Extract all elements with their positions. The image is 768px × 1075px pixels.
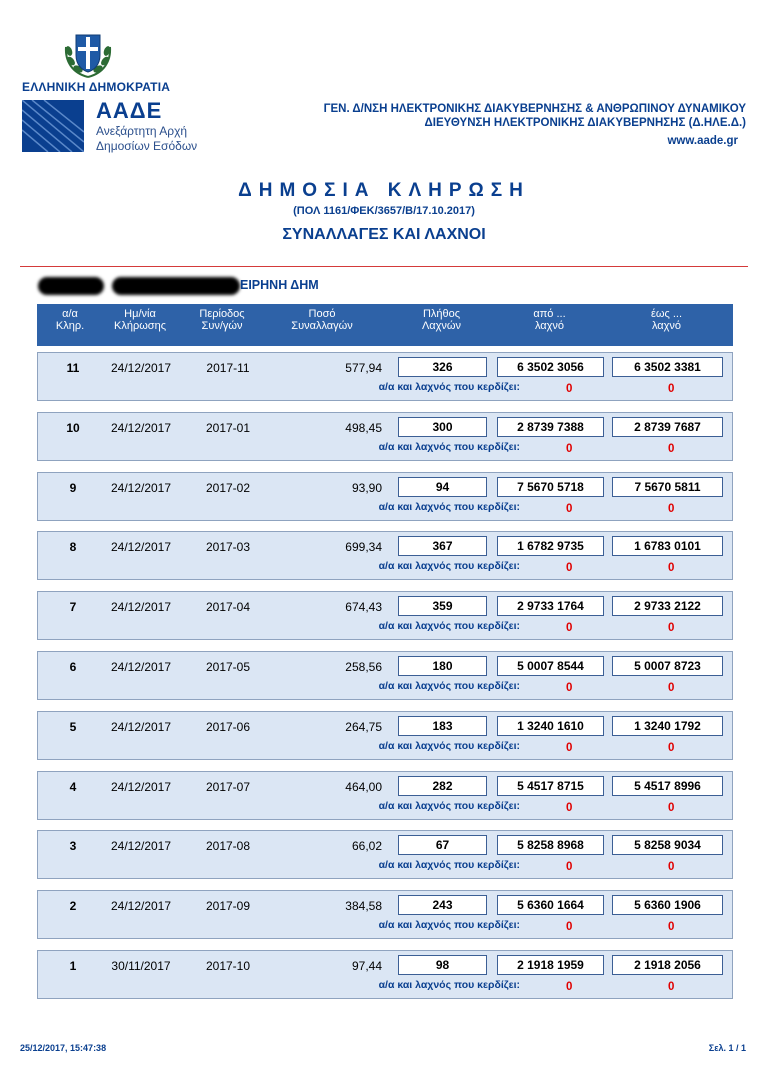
- ticket-to: 2 1918 2056: [612, 955, 723, 975]
- header-period: Περίοδος Συν/γών: [199, 308, 245, 332]
- transaction-amount: 66,02: [351, 839, 382, 853]
- draw-index: 3: [69, 839, 77, 853]
- transaction-amount: 498,45: [345, 421, 382, 435]
- winner-label: α/α και λαχνός που κερδίζει:: [378, 979, 520, 991]
- table-row: [37, 711, 733, 760]
- ticket-count: 243: [398, 895, 487, 915]
- transaction-period: 2017-07: [205, 780, 251, 794]
- ticket-to: 5 0007 8723: [612, 656, 723, 676]
- transaction-period: 2017-05: [205, 660, 251, 674]
- winning-index: 0: [566, 383, 573, 395]
- draw-date: 24/12/2017: [110, 899, 172, 913]
- greek-emblem-icon: [60, 25, 116, 81]
- winner-label: α/α και λαχνός που κερδίζει:: [378, 740, 520, 752]
- ticket-count: 98: [398, 955, 487, 975]
- table-row: [37, 472, 733, 521]
- header-index: α/α Κληρ.: [55, 308, 85, 332]
- table-row: [37, 830, 733, 879]
- ticket-count: 180: [398, 656, 487, 676]
- winner-label: α/α και λαχνός που κερδίζει:: [378, 859, 520, 871]
- participant-name: ΕΙΡΗΝΗ ΔΗΜ: [240, 278, 319, 292]
- print-timestamp: 25/12/2017, 15:47:38: [20, 1043, 107, 1053]
- winning-index: 0: [566, 802, 573, 814]
- aade-subtitle-line1: Ανεξάρτητη Αρχή: [96, 124, 188, 138]
- draw-date: 30/11/2017: [111, 959, 171, 973]
- winning-index: 0: [566, 981, 573, 993]
- transaction-period: 2017-10: [205, 959, 251, 973]
- ticket-from: 5 6360 1664: [497, 895, 604, 915]
- ticket-from: 2 8739 7388: [497, 417, 604, 437]
- winning-index: 0: [566, 503, 573, 515]
- winner-label: α/α και λαχνός που κερδίζει:: [378, 560, 520, 572]
- transaction-period: 2017-01: [205, 421, 251, 435]
- ticket-from: 1 6782 9735: [497, 536, 604, 556]
- draw-index: 10: [66, 421, 80, 435]
- winning-ticket: 0: [668, 742, 675, 754]
- ticket-from: 2 1918 1959: [497, 955, 604, 975]
- transaction-amount: 699,34: [345, 540, 382, 554]
- ticket-count: 282: [398, 776, 487, 796]
- draw-date: 24/12/2017: [110, 421, 172, 435]
- table-row: [37, 651, 733, 700]
- table-row: [37, 531, 733, 580]
- aade-logo-icon: [22, 100, 84, 152]
- ticket-count: 67: [398, 835, 487, 855]
- winning-index: 0: [566, 622, 573, 634]
- ticket-from: 7 5670 5718: [497, 477, 604, 497]
- ticket-from: 2 9733 1764: [497, 596, 604, 616]
- winning-ticket: 0: [668, 562, 675, 574]
- winning-ticket: 0: [668, 981, 675, 993]
- winner-label: α/α και λαχνός που κερδίζει:: [378, 441, 520, 453]
- transaction-amount: 258,56: [345, 660, 382, 674]
- draw-date: 24/12/2017: [110, 780, 172, 794]
- draw-index: 4: [69, 780, 77, 794]
- redacted-id: [38, 277, 104, 295]
- winning-index: 0: [566, 861, 573, 873]
- ticket-count: 326: [398, 357, 487, 377]
- header-amount: Ποσό Συναλλαγών: [291, 308, 353, 332]
- draw-index: 9: [69, 481, 77, 495]
- draw-index: 8: [69, 540, 77, 554]
- winning-ticket: 0: [668, 443, 675, 455]
- winning-ticket: 0: [668, 921, 675, 933]
- ticket-from: 1 3240 1610: [497, 716, 604, 736]
- transaction-period: 2017-11: [206, 361, 250, 375]
- ticket-to: 7 5670 5811: [612, 477, 723, 497]
- winning-ticket: 0: [668, 802, 675, 814]
- ticket-count: 94: [398, 477, 487, 497]
- draw-date: 24/12/2017: [110, 660, 172, 674]
- transaction-period: 2017-09: [205, 899, 251, 913]
- transaction-period: 2017-02: [205, 481, 251, 495]
- winning-ticket: 0: [668, 503, 675, 515]
- winning-index: 0: [566, 682, 573, 694]
- ticket-to: 2 9733 2122: [612, 596, 723, 616]
- aade-logo: [22, 98, 212, 156]
- winning-ticket: 0: [668, 682, 675, 694]
- draw-date: 24/12/2017: [110, 600, 172, 614]
- winning-index: 0: [566, 742, 573, 754]
- winning-index: 0: [566, 443, 573, 455]
- ticket-count: 359: [398, 596, 487, 616]
- winner-label: α/α και λαχνός που κερδίζει:: [378, 800, 520, 812]
- draw-date: 24/12/2017: [110, 361, 172, 375]
- draw-index: 11: [66, 361, 80, 375]
- page-subtitle: ΣΥΝΑΛΛΑΓΕΣ ΚΑΙ ΛΑΧΝΟΙ: [282, 226, 486, 243]
- aade-subtitle-line2: Δημοσίων Εσόδων: [96, 139, 198, 153]
- winner-label: α/α και λαχνός που κερδίζει:: [378, 501, 520, 513]
- ticket-to: 5 8258 9034: [612, 835, 723, 855]
- table-row: [37, 352, 733, 401]
- winning-index: 0: [566, 562, 573, 574]
- general-directorate: ΓΕΝ. Δ/ΝΣΗ ΗΛΕΚΤΡΟΝΙΚΗΣ ΔΙΑΚΥΒΕΡΝΗΣΗΣ & ΑΝΘΡΩΠΙΝΟΥ ΔΥΝΑΜΙΚΟΥ: [323, 103, 746, 115]
- redacted-name: [112, 277, 240, 295]
- divider: [20, 266, 748, 267]
- header-date: Ημ/νία Κλήρωσης: [113, 308, 166, 332]
- transaction-amount: 464,00: [345, 780, 382, 794]
- header-count: Πλήθος Λαχνών: [421, 308, 462, 332]
- transaction-period: 2017-08: [205, 839, 251, 853]
- draw-index: 5: [69, 720, 77, 734]
- website-link[interactable]: www.aade.gr: [667, 135, 738, 147]
- winner-label: α/α και λαχνός που κερδίζει:: [378, 919, 520, 931]
- ticket-from: 5 4517 8715: [497, 776, 604, 796]
- law-reference: (ΠΟΛ 1161/ΦΕΚ/3657/Β/17.10.2017): [293, 205, 475, 217]
- draw-index: 2: [69, 899, 77, 913]
- table-row: [37, 771, 733, 820]
- ticket-count: 367: [398, 536, 487, 556]
- transaction-period: 2017-06: [205, 720, 251, 734]
- transaction-period: 2017-04: [205, 600, 251, 614]
- winner-label: α/α και λαχνός που κερδίζει:: [378, 680, 520, 692]
- table-row: [37, 950, 733, 999]
- page-title: ΔΗΜΟΣΙΑ ΚΛΗΡΩΣΗ: [238, 180, 530, 201]
- aade-name: ΑΑΔΕ: [96, 98, 163, 123]
- draw-date: 24/12/2017: [110, 481, 172, 495]
- header-to: έως ... λαχνό: [650, 308, 683, 332]
- draw-date: 24/12/2017: [110, 839, 172, 853]
- transaction-amount: 97,44: [351, 959, 382, 973]
- ticket-from: 5 8258 8968: [497, 835, 604, 855]
- winning-ticket: 0: [668, 383, 675, 395]
- ticket-to: 2 8739 7687: [612, 417, 723, 437]
- transaction-amount: 264,75: [345, 720, 382, 734]
- ticket-count: 183: [398, 716, 487, 736]
- ticket-from: 6 3502 3056: [497, 357, 604, 377]
- republic-name: ΕΛΛΗΝΙΚΗ ΔΗΜΟΚΡΑΤΙΑ: [22, 80, 171, 94]
- transaction-amount: 674,43: [345, 600, 382, 614]
- ticket-to: 1 3240 1792: [612, 716, 723, 736]
- transaction-amount: 93,90: [351, 481, 382, 495]
- winner-label: α/α και λαχνός που κερδίζει:: [378, 620, 520, 632]
- table-row: [37, 412, 733, 461]
- transaction-amount: 384,58: [345, 899, 382, 913]
- winning-ticket: 0: [668, 622, 675, 634]
- table-header: [37, 304, 733, 346]
- ticket-from: 5 0007 8544: [497, 656, 604, 676]
- header-from: από ... λαχνό: [533, 308, 566, 332]
- transaction-amount: 577,94: [345, 361, 382, 375]
- draw-date: 24/12/2017: [110, 720, 172, 734]
- draw-index: 7: [69, 600, 77, 614]
- ticket-to: 1 6783 0101: [612, 536, 723, 556]
- winning-index: 0: [566, 921, 573, 933]
- transaction-period: 2017-03: [205, 540, 251, 554]
- page-number: Σελ. 1 / 1: [708, 1043, 746, 1053]
- winning-ticket: 0: [668, 861, 675, 873]
- table-row: [37, 890, 733, 939]
- winner-label: α/α και λαχνός που κερδίζει:: [378, 381, 520, 393]
- draw-index: 6: [69, 660, 77, 674]
- draw-date: 24/12/2017: [110, 540, 172, 554]
- ticket-to: 5 6360 1906: [612, 895, 723, 915]
- table-row: [37, 591, 733, 640]
- ticket-to: 6 3502 3381: [612, 357, 723, 377]
- draw-index: 1: [69, 959, 77, 973]
- directorate: ΔΙΕΥΘΥΝΣΗ ΗΛΕΚΤΡΟΝΙΚΗΣ ΔΙΑΚΥΒΕΡΝΗΣΗΣ (Δ.ΗΛΕ.Δ.): [424, 117, 746, 129]
- ticket-to: 5 4517 8996: [612, 776, 723, 796]
- ticket-count: 300: [398, 417, 487, 437]
